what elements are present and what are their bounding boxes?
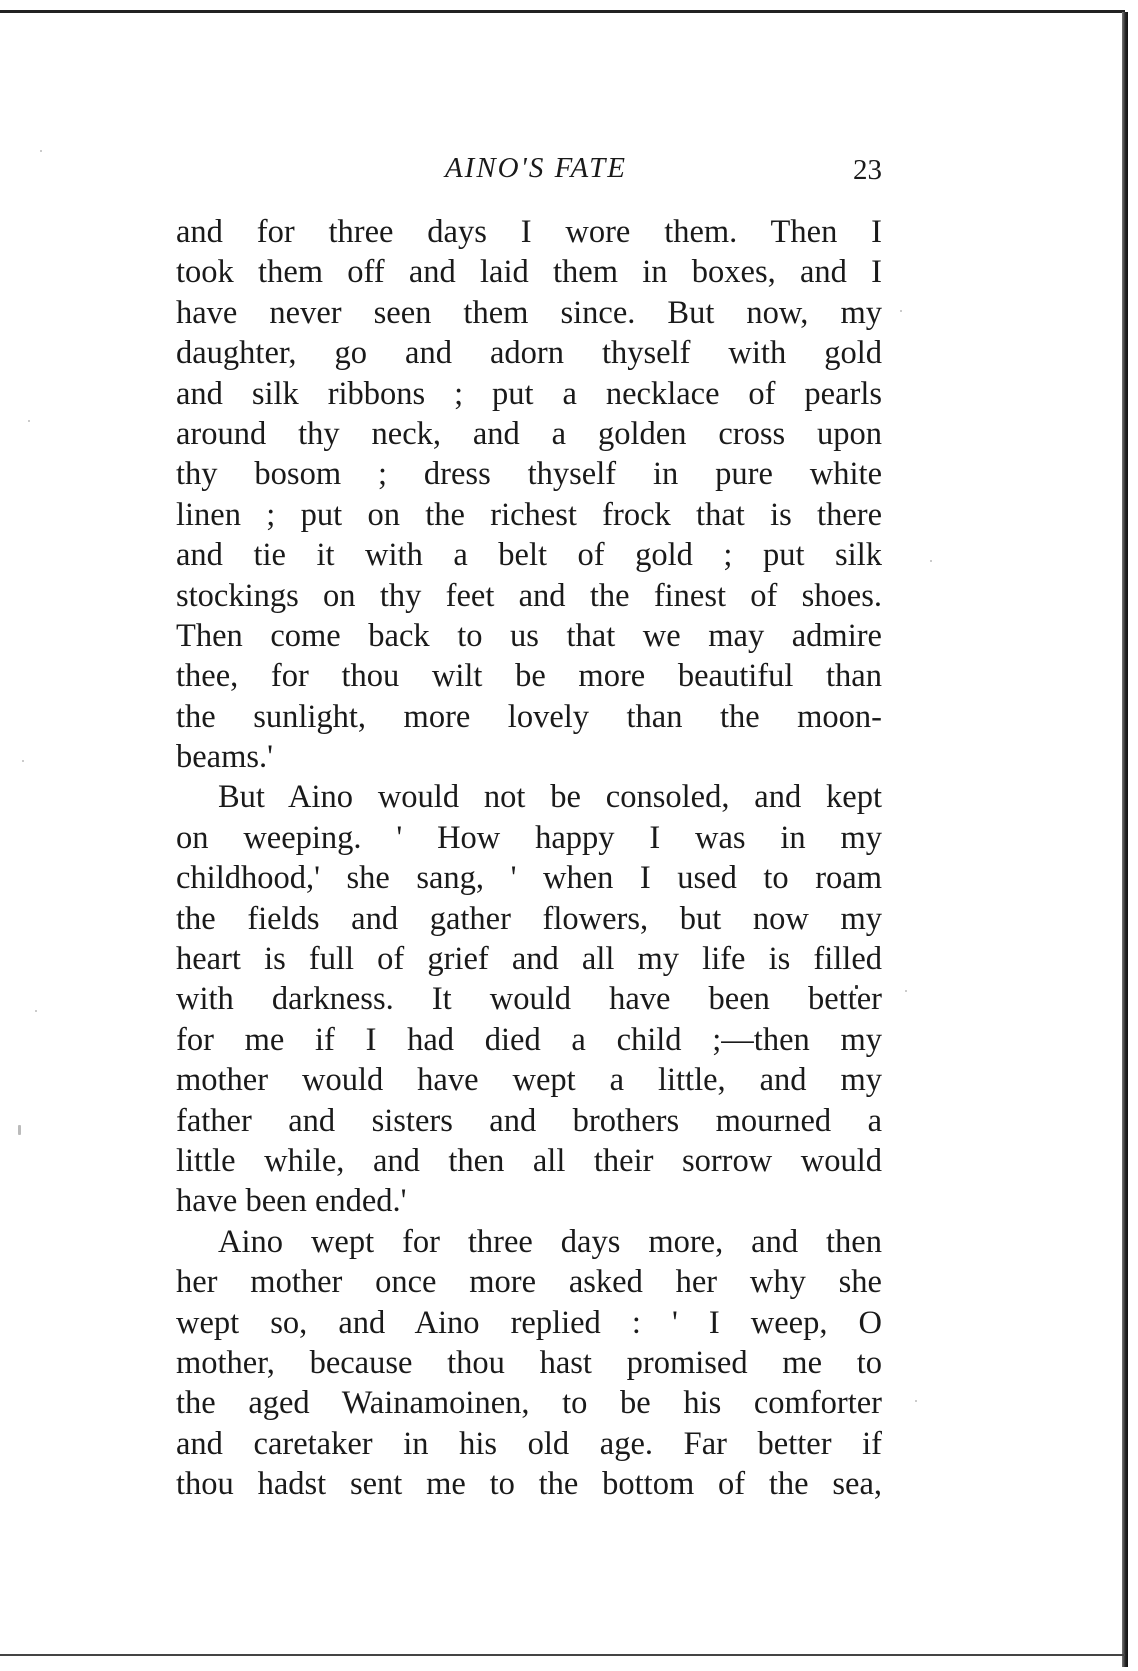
- text-line: and tie it with a belt of gold ; put silk: [176, 537, 882, 574]
- page-number: 23: [853, 154, 882, 186]
- text-line: childhood,' she sang, ' when I used to roam: [176, 860, 882, 897]
- right-page-edge: [1122, 12, 1128, 1667]
- running-title: AINO'S FATE: [444, 152, 628, 184]
- text-line: for me if I had died a child ;—then my: [176, 1021, 882, 1058]
- text-line: have never seen them since. But now, my: [176, 294, 882, 331]
- text-line: thee, for thou wilt be more beautiful than: [176, 658, 882, 695]
- text-line: thy bosom ; dress thyself in pure white: [176, 456, 882, 493]
- text-line: daughter, go and adorn thyself with gold: [176, 335, 882, 372]
- text-line: wept so, and Aino replied : ' I weep, O: [176, 1304, 882, 1341]
- top-page-edge: [0, 10, 1125, 13]
- text-line: the sunlight, more lovely than the moon-: [176, 698, 882, 735]
- text-line: little while, and then all their sorrow would: [176, 1142, 882, 1179]
- text-line: linen ; put on the richest frock that is there: [176, 496, 882, 533]
- text-line: beams.': [176, 739, 274, 776]
- text-line: and for three days I wore them. Then I: [176, 214, 882, 250]
- text-line: the aged Wainamoinen, to be his comforter: [176, 1385, 882, 1422]
- text-line: heart is full of grief and all my life is filled: [176, 941, 882, 978]
- text-line: the fields and gather flowers, but now my: [176, 900, 882, 937]
- text-line: took them off and laid them in boxes, and I: [176, 254, 882, 291]
- text-line: father and sisters and brothers mourned a: [176, 1102, 882, 1139]
- text-line: thou hadst sent me to the bottom of the sea,: [176, 1466, 882, 1503]
- text-line: mother, because thou hast promised me to: [176, 1344, 882, 1381]
- body-text: [176, 212, 882, 1505]
- text-line: Aino wept for three days more, and then: [218, 1223, 882, 1260]
- text-line: and silk ribbons ; put a necklace of pearls: [176, 375, 882, 412]
- text-line: and caretaker in his old age. Far better if: [176, 1425, 882, 1462]
- text-line: around thy neck, and a golden cross upon: [176, 415, 882, 452]
- text-line: her mother once more asked her why she: [176, 1264, 882, 1301]
- text-line: stockings on thy feet and the finest of shoes.: [176, 577, 882, 614]
- text-line: on weeping. ' How happy I was in my: [176, 819, 882, 856]
- bottom-page-edge: [0, 1654, 1125, 1656]
- text-line: mother would have wept a little, and my: [176, 1062, 882, 1099]
- text-line: Then come back to us that we may admire: [176, 617, 882, 654]
- page-header: [176, 152, 882, 192]
- text-line: But Aino would not be consoled, and kept: [218, 779, 882, 816]
- text-line: with darkness. It would have been better: [176, 981, 882, 1018]
- text-line: have been ended.': [176, 1183, 407, 1220]
